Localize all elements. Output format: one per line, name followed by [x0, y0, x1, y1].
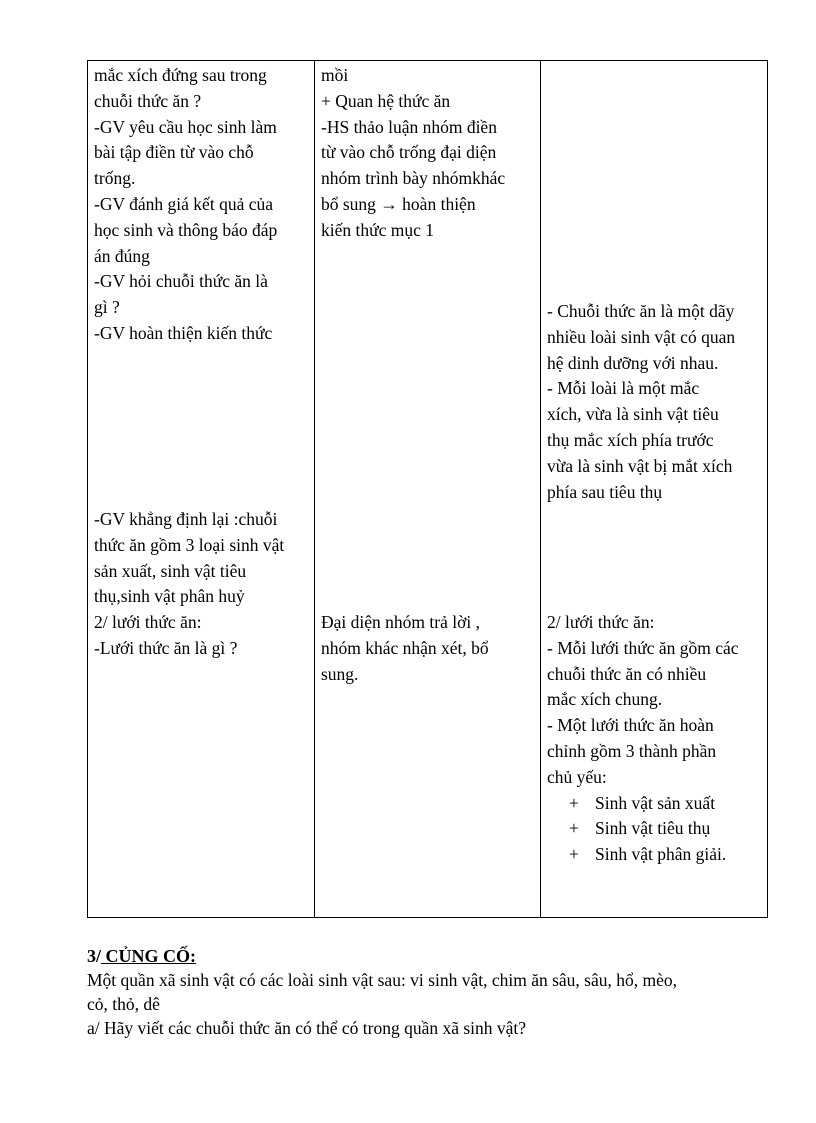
text-line: thụ,sinh vật phân huỷ — [94, 586, 245, 607]
text-line: thức ăn gồm 3 loại sinh vật — [94, 534, 285, 555]
section-number: 3/ — [87, 946, 102, 966]
text-line: -GV yêu cầu học sinh làm — [94, 116, 277, 137]
text-line: nhóm trình bày nhómkhác — [321, 168, 506, 189]
text-line: vừa là sinh vật bị mắt xích — [547, 455, 733, 476]
text-line: bổ sung → hoàn thiện — [321, 193, 476, 214]
text-line: chủ yếu: — [547, 766, 607, 787]
text-line: + Quan hệ thức ăn — [321, 90, 451, 111]
bullet-marker: + — [569, 844, 579, 865]
text-line: 2/ lưới thức ăn: — [547, 612, 655, 632]
text-line: -GV khẳng định lại :chuỗi — [94, 509, 278, 529]
consolidation-section — [87, 944, 777, 1040]
text-line: gì ? — [94, 297, 120, 318]
text-line: nhóm khác nhận xét, bổ — [321, 637, 489, 658]
text-line: kiến thức mục 1 — [321, 219, 434, 240]
text-line: -GV hỏi chuỗi thức ăn là — [94, 271, 268, 292]
teacher-activity-column — [88, 61, 315, 918]
text-line: - Chuỗi thức ăn là một dãy — [547, 301, 735, 321]
paragraph-line: cỏ, thỏ, dê — [87, 994, 160, 1014]
text-line: -HS thảo luận nhóm điền — [321, 116, 497, 137]
text-line: xích, vừa là sinh vật tiêu — [547, 404, 719, 425]
question-a: a/ Hãy viết các chuỗi thức ăn có thể có trong quần xã sinh vật? — [87, 1018, 527, 1038]
text-line: học sinh và thông báo đáp — [94, 219, 278, 240]
paragraph-line: Một quần xã sinh vật có các loài sinh vật sau: vi sinh vật, chim ăn sâu, sâu, hổ, mèo, — [87, 970, 678, 990]
text-line: từ vào chỗ trống đại diện — [321, 142, 497, 163]
text-line: mồi — [321, 65, 349, 85]
student-activity-column — [315, 61, 541, 918]
bullet-marker: + — [569, 818, 579, 839]
text-line: chỉnh gồm 3 thành phần — [547, 740, 717, 761]
list-item-text: Sinh vật phân giải. — [595, 844, 727, 865]
text-line: Đại diện nhóm trả lời , — [321, 612, 480, 632]
text-line: - Mỗi loài là một mắc — [547, 378, 700, 399]
text-line: sung. — [321, 663, 359, 684]
teacher-activity-block-2 — [94, 507, 308, 662]
student-activity-block-2 — [321, 610, 534, 687]
list-item — [547, 816, 761, 842]
text-line: mắc xích đứng sau trong — [94, 65, 267, 85]
bullet-marker: + — [569, 792, 579, 813]
lesson-table — [87, 60, 768, 918]
text-line: - Một lưới thức ăn hoàn — [547, 715, 714, 736]
text-line: -GV đánh giá kết quả của — [94, 193, 273, 214]
text-line: trống. — [94, 168, 136, 189]
question-paragraph — [87, 968, 777, 1016]
text-line: - Mỗi lưới thức ăn gồm các — [547, 637, 739, 658]
list-item — [547, 791, 761, 817]
section-heading — [87, 944, 777, 968]
table-row — [88, 61, 768, 918]
text-line: thụ mắc xích phía trước — [547, 429, 714, 450]
text-line: nhiều loài sinh vật có quan — [547, 326, 736, 347]
text-line: mắc xích chung. — [547, 689, 663, 710]
text-line: chuỗi thức ăn ? — [94, 90, 202, 111]
text-line: hệ dinh dưỡng với nhau. — [547, 352, 719, 373]
text-line: -Lưới thức ăn là gì ? — [94, 637, 238, 658]
text-line: 2/ lưới thức ăn: — [94, 612, 202, 633]
list-item — [547, 842, 761, 868]
text-line: chuỗi thức ăn có nhiều — [547, 663, 707, 684]
teacher-activity-block-1 — [94, 63, 308, 347]
text-line: phía sau tiêu thụ — [547, 481, 663, 502]
student-activity-block-1 — [321, 63, 534, 244]
text-line: án đúng — [94, 245, 150, 266]
text-line: -GV hoàn thiện kiến thức — [94, 322, 273, 343]
section-title: CỦNG CỐ: — [101, 946, 197, 966]
list-item-text: Sinh vật tiêu thụ — [595, 818, 711, 839]
list-item-text: Sinh vật sản xuất — [595, 792, 716, 813]
text-line: bài tập điền từ vào chỗ — [94, 142, 254, 163]
text-line: sản xuất, sinh vật tiêu — [94, 560, 247, 581]
content-block-1 — [547, 299, 761, 505]
content-column — [541, 61, 768, 918]
content-block-2 — [547, 610, 761, 868]
